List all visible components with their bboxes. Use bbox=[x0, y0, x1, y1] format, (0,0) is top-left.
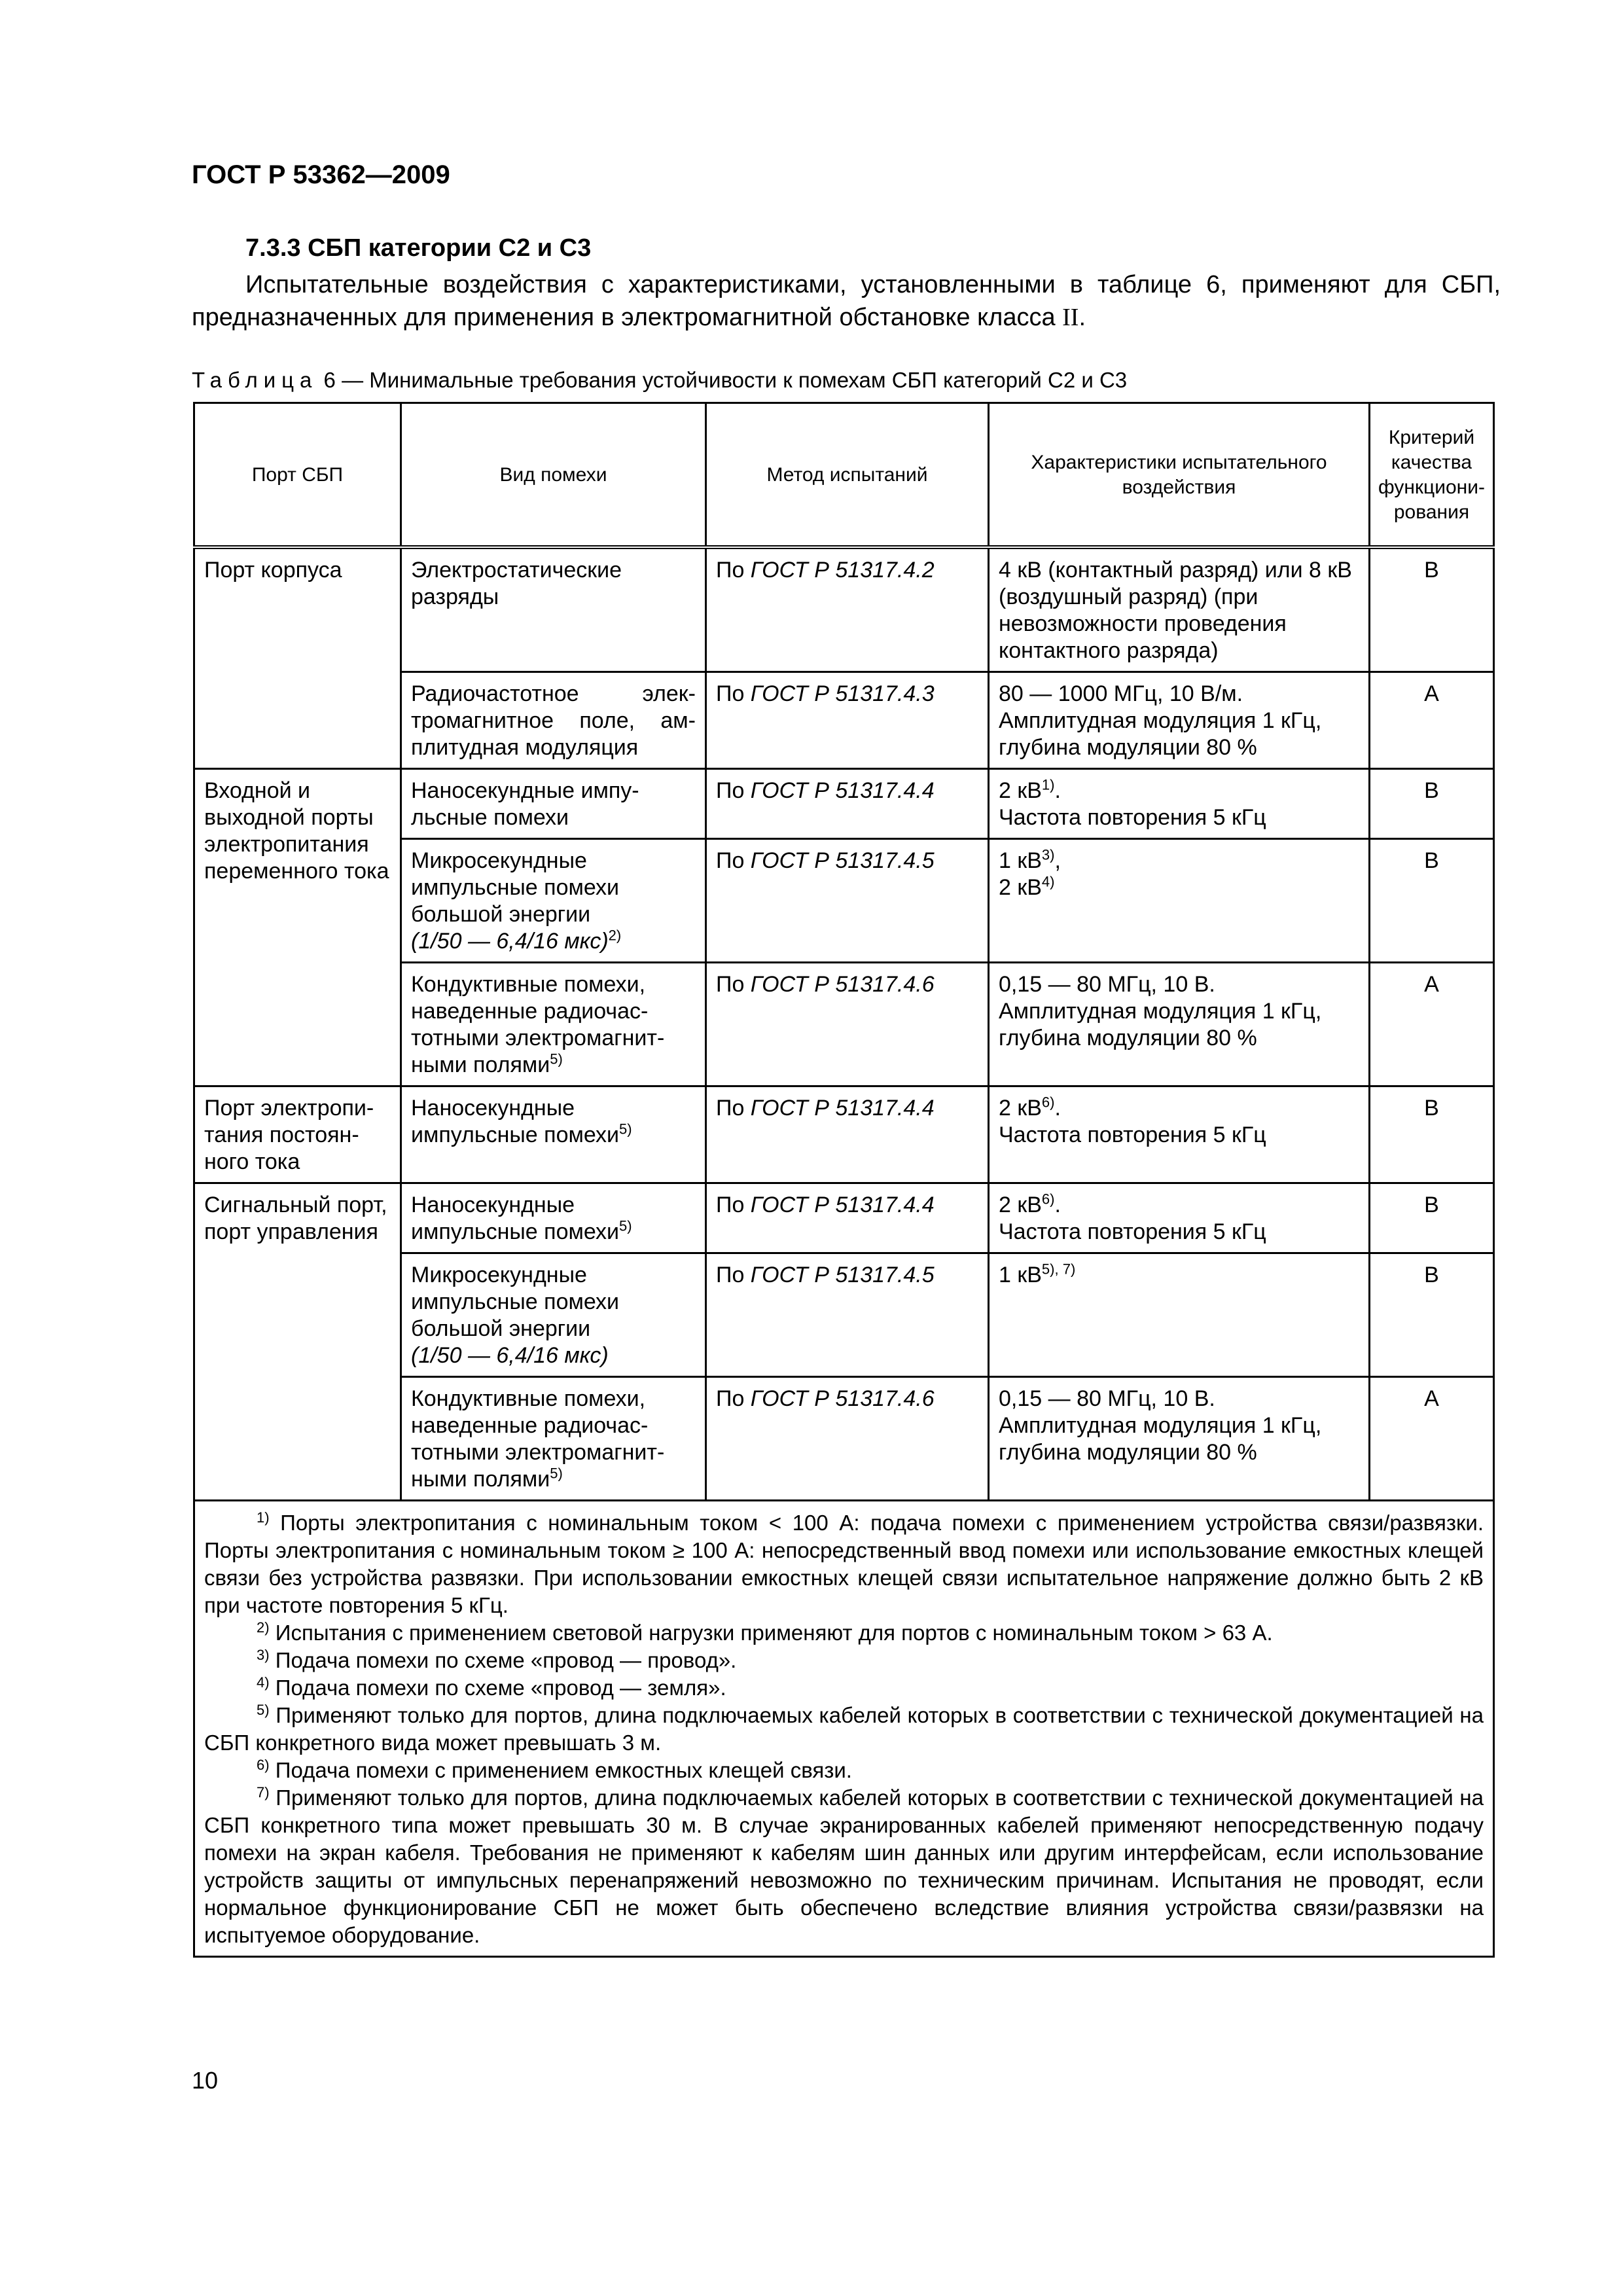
footnote-ref: 4) bbox=[1041, 873, 1055, 890]
standard-ref: ГОСТ Р 51317.4.2 bbox=[750, 557, 935, 583]
standard-ref: ГОСТ Р 51317.4.6 bbox=[750, 1386, 935, 1411]
footnote-ref: 6) bbox=[1041, 1191, 1055, 1208]
characteristics-cell: 0,15 — 80 МГц, 10 В. Амплитудная модуляция 1 кГц, глубина модуляции 80 % bbox=[989, 1376, 1370, 1500]
port-cell: Порт электропи-тания постоян-ного тока bbox=[194, 1086, 401, 1183]
test-level: 1 кВ bbox=[999, 848, 1042, 873]
characteristics-cell: 0,15 — 80 МГц, 10 В. Амплитудная модуляция 1 кГц, глубина модуляции 80 % bbox=[989, 962, 1370, 1086]
column-header-criterion: Критерий качества функциони-рования bbox=[1370, 403, 1494, 547]
footnote-text: Подача помехи по схеме «провод — земля». bbox=[269, 1675, 726, 1700]
footnote-mark: 2) bbox=[257, 1619, 270, 1636]
table-caption-text: 6 — Минимальные требования устойчивости к помехам СБП категорий С2 и С3 bbox=[317, 368, 1128, 392]
criterion-cell: А bbox=[1370, 672, 1494, 768]
criterion-cell: А bbox=[1370, 1376, 1494, 1500]
table-row bbox=[194, 1183, 1494, 1253]
repetition-rate: Частота повторения 5 кГц bbox=[999, 1122, 1266, 1147]
criterion-cell: В bbox=[1370, 1253, 1494, 1376]
test-level: 2 кВ bbox=[999, 1192, 1042, 1217]
section-title: 7.3.3 СБП категории С2 и С3 bbox=[245, 234, 592, 262]
criterion-cell: В bbox=[1370, 547, 1494, 672]
standard-ref: ГОСТ Р 51317.4.3 bbox=[750, 681, 935, 706]
characteristics-cell: 2 $кВ^{1)}$. Частота повторения 5 кГц bbox=[989, 768, 1370, 838]
footnote-mark: 7) bbox=[257, 1784, 270, 1801]
interference-text: Микросекундные импульсные помехи большой энергии bbox=[411, 848, 620, 927]
port-cell: Входной и выходной порты электропитания переменного тока bbox=[194, 768, 401, 1086]
footnote-ref: 5) bbox=[619, 1121, 632, 1138]
test-level: 2 кВ bbox=[999, 1095, 1042, 1121]
interference-text: Кондуктивные помехи, наведенные радиочас-тотными электромагнит-ными полями bbox=[411, 1386, 665, 1492]
standard-ref: ГОСТ Р 51317.4.4 bbox=[750, 778, 935, 803]
repetition-rate: Частота повторения 5 кГц bbox=[999, 1219, 1266, 1244]
interference-text: Кондуктивные помехи, наведенные радиочас-тотными электромагнит-ными полями bbox=[411, 971, 665, 1077]
table-row bbox=[194, 768, 1494, 838]
section-intro bbox=[192, 268, 1501, 334]
footnote-text: Порты электропитания с номинальным током < 100 А: подача помехи с применением устройства связи/развязки. Порты электропитания с номинальным током ≥ 100 А: непосредственный ввод помехи или использование емкостных клещей связи без устройства развязки. При использовании емкостных клещей связи испытательное напряжение должно быть 2 кВ при частоте повторения 5 кГц. bbox=[204, 1510, 1484, 1617]
method-cell bbox=[706, 547, 989, 672]
standard-ref: ГОСТ Р 51317.4.4 bbox=[750, 1095, 935, 1121]
repetition-rate: Частота повторения 5 кГц bbox=[999, 804, 1266, 830]
method-cell bbox=[706, 1253, 989, 1376]
pulse-shape: (1/50 — 6,4/16 мкс) bbox=[411, 928, 609, 954]
footnote-mark: 3) bbox=[257, 1646, 270, 1663]
characteristics-cell: 4 кВ (контактный разряд) или 8 кВ (воздушный разряд) (при невозможности проведения контактного разряда) bbox=[989, 547, 1370, 672]
criterion-cell: В bbox=[1370, 1183, 1494, 1253]
interference-cell bbox=[401, 962, 706, 1086]
method-prefix: По bbox=[716, 681, 751, 706]
footnote bbox=[204, 1784, 1484, 1949]
pulse-shape: (1/50 — 6,4/16 мкс) bbox=[411, 1342, 609, 1368]
interference-cell bbox=[401, 838, 706, 962]
column-header-method: Метод испытаний bbox=[706, 403, 989, 547]
footnote-text: Испытания с применением световой нагрузки применяют для портов с номинальным током > 63 А. bbox=[269, 1620, 1273, 1645]
footnote-ref: 3) bbox=[1041, 846, 1055, 863]
footnote-text: Применяют только для портов, длина подключаемых кабелей которых в соответствии с технической документацией на СБП конкретного типа может превышать 30 м. В случае экранированных кабелей применяют непосредственную подачу помехи на экран кабеля. Требования не применяют к кабелям шин данных или другим интерфейсам, если использование устройств защиты от импульсных перенапряжений невозможно по техническим причинам. Испытания не проводят, если нормальное функционирование СБП не может быть обеспечено вследствие влияния устройства связи/развязки на испытуемое оборудование. bbox=[204, 1785, 1484, 1947]
standard-ref: ГОСТ Р 51317.4.6 bbox=[750, 971, 935, 997]
footnote-mark: 5) bbox=[257, 1701, 270, 1718]
footnote bbox=[204, 1757, 1484, 1784]
method-cell bbox=[706, 672, 989, 768]
method-prefix: По bbox=[716, 1095, 751, 1121]
footnote bbox=[204, 1647, 1484, 1674]
footnote-text: Подача помехи по схеме «провод — провод». bbox=[269, 1647, 737, 1672]
method-cell bbox=[706, 838, 989, 962]
port-cell: Порт корпуса bbox=[194, 547, 401, 769]
column-header-interference: Вид помехи bbox=[401, 403, 706, 547]
standard-ref: ГОСТ Р 51317.4.4 bbox=[750, 1192, 935, 1217]
table-notes-row bbox=[194, 1500, 1494, 1956]
footnote-ref: 5) bbox=[550, 1050, 563, 1067]
footnote-mark: 1) bbox=[257, 1509, 270, 1526]
page-number: 10 bbox=[192, 2067, 219, 2094]
table-notes bbox=[194, 1500, 1494, 1956]
interference-text: Наносекундные импульсные помехи bbox=[411, 1192, 620, 1244]
footnote-ref: 5) bbox=[619, 1217, 632, 1234]
footnote-ref: 5) bbox=[550, 1465, 563, 1482]
footnote bbox=[204, 1674, 1484, 1702]
test-level: 1 кВ bbox=[999, 1262, 1042, 1287]
method-cell bbox=[706, 1183, 989, 1253]
method-cell bbox=[706, 1376, 989, 1500]
interference-cell bbox=[401, 1183, 706, 1253]
criterion-cell: В bbox=[1370, 768, 1494, 838]
column-header-characteristics: Характеристики испытательного воздействия bbox=[989, 403, 1370, 547]
intro-end: . bbox=[1079, 304, 1086, 331]
method-prefix: По bbox=[716, 778, 751, 803]
characteristics-cell: 80 — 1000 МГц, 10 В/м. Амплитудная модуляция 1 кГц, глубина модуляции 80 % bbox=[989, 672, 1370, 768]
characteristics-cell: 1 $кВ^{3)}$, 2 $кВ^{4)}$ bbox=[989, 838, 1370, 962]
method-prefix: По bbox=[716, 1262, 751, 1287]
method-cell bbox=[706, 962, 989, 1086]
interference-cell bbox=[401, 1376, 706, 1500]
method-prefix: По bbox=[716, 1386, 751, 1411]
footnote-mark: 6) bbox=[257, 1756, 270, 1773]
immunity-requirements-table bbox=[193, 402, 1495, 1958]
table-row bbox=[194, 1086, 1494, 1183]
environment-class: II bbox=[1062, 304, 1079, 331]
footnote bbox=[204, 1509, 1484, 1619]
table-header-row bbox=[194, 403, 1494, 547]
interference-cell: Радиочастотное элек-тромагнитное поле, ам-плитудная модуляция bbox=[401, 672, 706, 768]
characteristics-cell bbox=[989, 1253, 1370, 1376]
table-row bbox=[194, 547, 1494, 672]
test-level: 2 кВ bbox=[999, 778, 1042, 803]
port-cell: Сигнальный порт, порт управления bbox=[194, 1183, 401, 1500]
footnote-text: Применяют только для портов, длина подключаемых кабелей которых в соответствии с технической документацией на СБП конкретного вида может превышать 3 м. bbox=[204, 1702, 1484, 1755]
footnote-ref: 6) bbox=[1041, 1094, 1055, 1111]
footnote-mark: 4) bbox=[257, 1674, 270, 1691]
method-prefix: По bbox=[716, 971, 751, 997]
interference-cell: Электростатические разряды bbox=[401, 547, 706, 672]
criterion-cell: В bbox=[1370, 838, 1494, 962]
footnote-ref: 5), 7) bbox=[1041, 1261, 1076, 1278]
method-cell bbox=[706, 1086, 989, 1183]
criterion-cell: А bbox=[1370, 962, 1494, 1086]
standard-ref: ГОСТ Р 51317.4.5 bbox=[750, 848, 935, 873]
interference-text: Микросекундные импульсные помехи большой энергии bbox=[411, 1262, 620, 1341]
table-caption-word: Таблица bbox=[192, 368, 318, 392]
intro-text: Испытательные воздействия с характеристиками, установленными в таблице 6, применяют для СБП, предназначенных для применения в электромагнитной обстановке класса bbox=[192, 271, 1501, 331]
interference-text: Наносекундные импульсные помехи bbox=[411, 1095, 620, 1147]
footnote-ref: 1) bbox=[1041, 776, 1055, 793]
criterion-cell: В bbox=[1370, 1086, 1494, 1183]
footnote bbox=[204, 1619, 1484, 1647]
document-header: ГОСТ Р 53362—2009 bbox=[192, 160, 450, 189]
method-prefix: По bbox=[716, 557, 751, 583]
interference-cell bbox=[401, 1253, 706, 1376]
footnote bbox=[204, 1702, 1484, 1757]
test-level: 2 кВ bbox=[999, 874, 1042, 900]
column-header-port: Порт СБП bbox=[194, 403, 401, 547]
characteristics-cell: 2 $кВ^{6)}$. Частота повторения 5 кГц bbox=[989, 1183, 1370, 1253]
interference-cell: Наносекундные импу-льсные помехи bbox=[401, 768, 706, 838]
interference-cell bbox=[401, 1086, 706, 1183]
characteristics-cell: 2 $кВ^{6)}$. Частота повторения 5 кГц bbox=[989, 1086, 1370, 1183]
table-caption bbox=[192, 368, 1127, 393]
method-prefix: По bbox=[716, 848, 751, 873]
standard-ref: ГОСТ Р 51317.4.5 bbox=[750, 1262, 935, 1287]
method-prefix: По bbox=[716, 1192, 751, 1217]
footnote-ref: 2) bbox=[608, 927, 622, 944]
method-cell bbox=[706, 768, 989, 838]
footnote-text: Подача помехи с применением емкостных клещей связи. bbox=[269, 1757, 852, 1782]
